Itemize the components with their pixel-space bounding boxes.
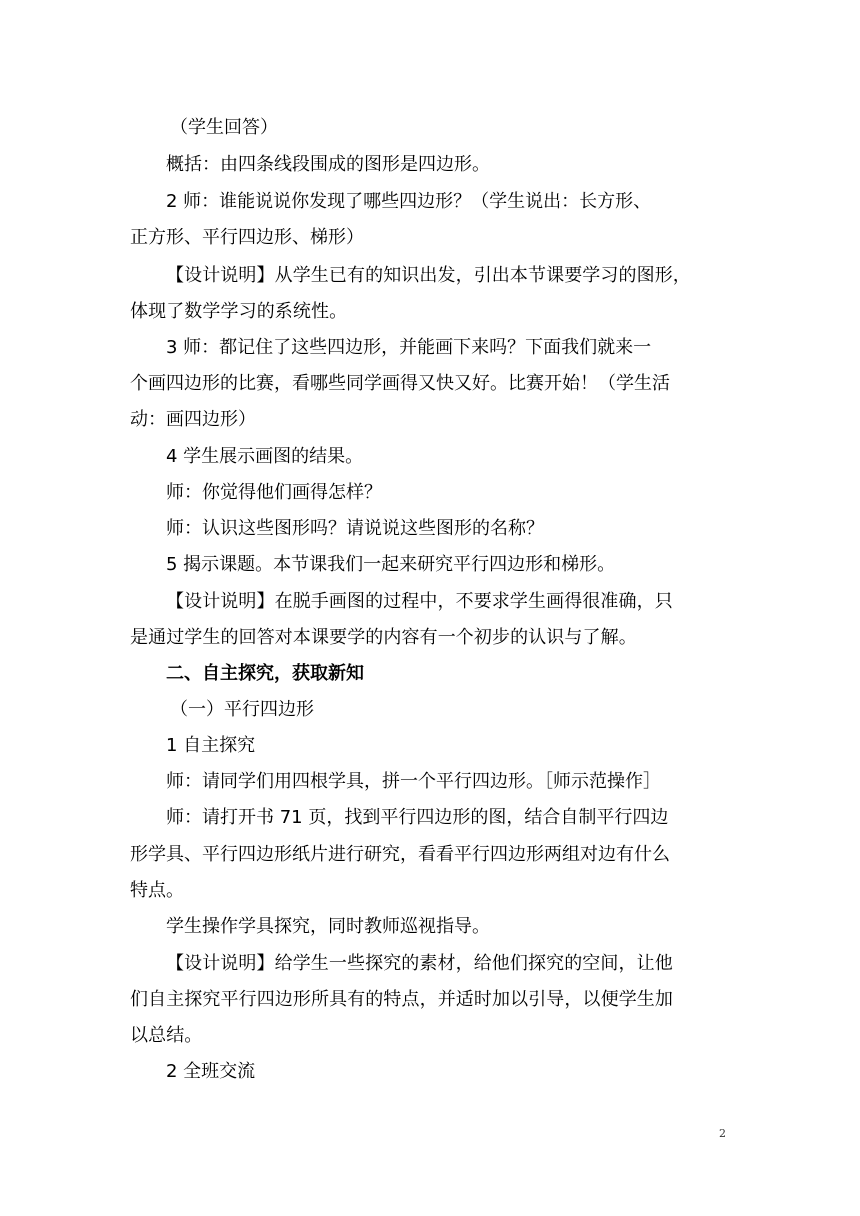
text-line: 师：请同学们用四根学具，拼一个平行四边形。［师示范操作］ bbox=[166, 771, 661, 792]
text-line: 正方形、平行四边形、梯形） bbox=[130, 227, 364, 248]
design-note-line: 体现了数学学习的系统性。 bbox=[130, 301, 348, 322]
text-line: 3 师：都记住了这些四边形，并能画下来吗？下面我们就来一 bbox=[166, 337, 652, 358]
subsection-heading: （一）平行四边形 bbox=[170, 699, 314, 720]
text-line: 2 师：谁能说说你发现了哪些四边形？（学生说出：长方形、 bbox=[166, 191, 652, 212]
design-note-line: 以总结。 bbox=[130, 1025, 203, 1046]
text-line: 特点。 bbox=[130, 880, 184, 901]
text-line: 概括：由四条线段围成的图形是四边形。 bbox=[166, 154, 490, 175]
text-line: 动：画四边形） bbox=[130, 409, 256, 430]
text-line: 师：你觉得他们画得怎样？ bbox=[166, 482, 382, 503]
text-line: 学生操作学具探究，同时教师巡视指导。 bbox=[166, 916, 490, 937]
text-line: 师：认识这些图形吗？请说说这些图形的名称？ bbox=[166, 518, 544, 539]
design-note-line: 【设计说明】在脱手画图的过程中，不要求学生画得很准确，只 bbox=[166, 591, 673, 612]
design-note-line: 是通过学生的回答对本课要学的内容有一个初步的认识与了解。 bbox=[130, 627, 637, 648]
text-line: （学生回答） bbox=[170, 117, 278, 138]
design-note-line: 们自主探究平行四边形所具有的特点，并适时加以引导，以便学生加 bbox=[130, 989, 673, 1010]
design-note-line: 【设计说明】从学生已有的知识出发，引出本节课要学习的图形， bbox=[166, 265, 691, 286]
text-line: 5 揭示课题。本节课我们一起来研究平行四边形和梯形。 bbox=[166, 554, 616, 575]
section-heading: 二、自主探究，获取新知 bbox=[166, 663, 364, 684]
text-line: 师：请打开书 71 页，找到平行四边形的图，结合自制平行四边 bbox=[166, 807, 669, 828]
page-number: 2 bbox=[719, 1127, 726, 1140]
text-line: 2 全班交流 bbox=[166, 1061, 256, 1082]
design-note-line: 【设计说明】给学生一些探究的素材，给他们探究的空间，让他 bbox=[166, 953, 673, 974]
text-line: 1 自主探究 bbox=[166, 735, 256, 756]
text-line: 个画四边形的比赛，看哪些同学画得又快又好。比赛开始！（学生活 bbox=[130, 373, 670, 394]
text-line: 4 学生展示画图的结果。 bbox=[166, 446, 364, 467]
text-line: 形学具、平行四边形纸片进行研究，看看平行四边形两组对边有什么 bbox=[130, 844, 670, 865]
